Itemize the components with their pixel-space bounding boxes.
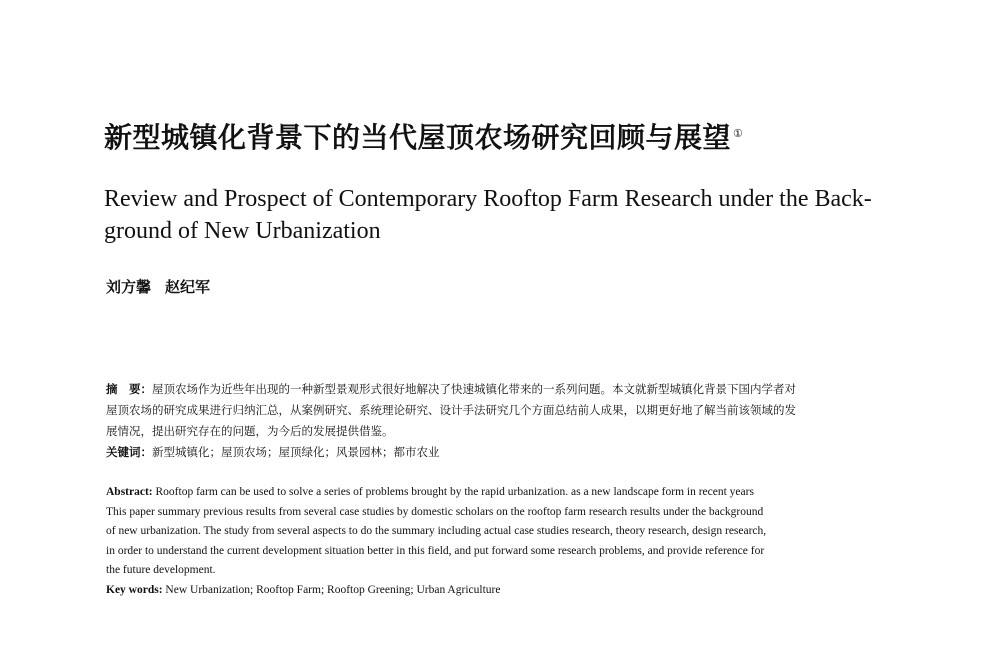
title-chinese-text: 新型城镇化背景下的当代屋顶农场研究回顾与展望 — [104, 121, 732, 154]
authors — [106, 276, 210, 297]
keywords-chinese-text: 新型城镇化；屋顶农场；屋顶绿化；风景园林；都市农业 — [152, 445, 440, 459]
abstract-chinese-line-3: 展情况，提出研究存在的问题，为今后的发展提供借鉴。 — [106, 424, 394, 438]
abstract-chinese-text-1: 屋顶农场作为近些年出现的一种新型景观形式很好地解决了快速城镇化带来的一系列问题。本文就新型城镇化背景下国内学者对 — [152, 382, 796, 396]
abstract-chinese — [106, 379, 896, 463]
abstract-chinese-label: 摘 要： — [106, 382, 152, 396]
abstract-chinese-line-2: 屋顶农场的研究成果进行归纳汇总，从案例研究、系统理论研究、设计手法研究几个方面总结前人成果，以期更好地了解当前该领域的发 — [106, 403, 796, 417]
abstract-english — [106, 483, 896, 600]
title-footnote-marker: ① — [733, 126, 744, 140]
keywords-chinese — [106, 442, 896, 463]
keywords-chinese-label: 关键词： — [106, 445, 152, 459]
title-chinese — [104, 116, 743, 156]
title-english — [104, 183, 894, 247]
abstract-chinese-line-1 — [106, 379, 896, 400]
title-english-line-1: Review and Prospect of Contemporary Rooftop Farm Research under the Back- — [104, 186, 872, 212]
keywords-english — [106, 581, 896, 601]
author-2: 赵纪军 — [165, 278, 211, 296]
abstract-english-text-1: Rooftop farm can be used to solve a series of problems brought by the rapid urbanization. as a new landscape form in recent years — [155, 486, 754, 498]
abstract-english-line-3: of new urbanization. The study from several aspects to do the summary including actual case studies research, theory research, design research, — [106, 525, 767, 537]
abstract-english-line-1 — [106, 483, 896, 503]
abstract-english-line-2: This paper summary previous results from several case studies by domestic scholars on the rooftop farm research results under the background — [106, 505, 764, 518]
title-english-line-2: ground of New Urbanization — [104, 218, 381, 244]
keywords-english-label: Key words: — [106, 583, 163, 596]
author-1: 刘方馨 — [106, 278, 152, 296]
keywords-english-text: New Urbanization; Rooftop Farm; Rooftop Greening; Urban Agriculture — [165, 583, 501, 596]
abstract-english-line-5: the future development. — [106, 564, 216, 576]
abstract-english-line-4: in order to understand the current development situation better in this field, and put forward some research problems, and provide reference for — [106, 544, 765, 557]
abstract-english-label: Abstract: — [106, 486, 153, 498]
